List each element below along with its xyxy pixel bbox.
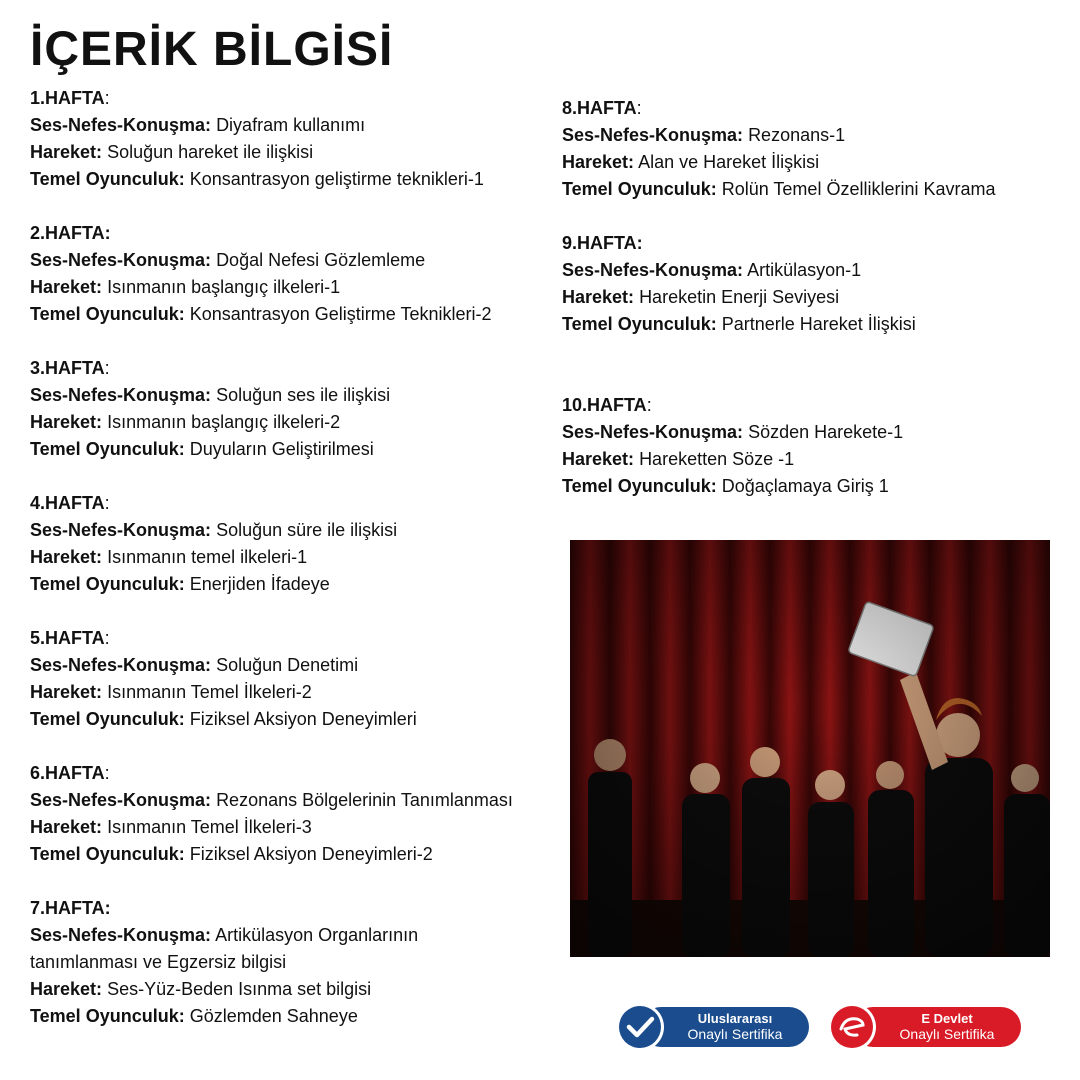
ses-value: Soluğun ses ile ilişkisi	[216, 385, 391, 405]
week-heading: 4.HAFTA	[30, 493, 105, 513]
hareket-label: Hareket:	[30, 142, 103, 162]
ses-value: Soluğun süre ile ilişkisi	[216, 520, 398, 540]
ses-label: Ses-Nefes-Konuşma:	[30, 250, 212, 270]
ses-value: Artikülasyon-1	[747, 260, 862, 280]
week-heading: 7.HAFTA:	[30, 898, 111, 918]
temel-label: Temel Oyunculuk:	[30, 709, 185, 729]
hareket-value: Isınmanın Temel İlkeleri-3	[107, 817, 312, 837]
badge-subtitle: Onaylı Sertifika	[687, 1026, 783, 1042]
e-devlet-logo-icon	[827, 1002, 877, 1052]
ses-label: Ses-Nefes-Konuşma:	[562, 422, 744, 442]
temel-label: Temel Oyunculuk:	[562, 476, 717, 496]
week-block-1: 1.HAFTA: Ses-Nefes-Konuşma: Diyafram kullanımı Hareket: Soluğun hareket ile ilişkisi Temel Oyunculuk: Konsantrasyon geliştirme teknikleri-1	[30, 88, 484, 189]
temel-value: Enerjiden İfadeye	[189, 574, 330, 594]
temel-value: Doğaçlamaya Giriş 1	[721, 476, 889, 496]
week-block-9	[562, 230, 1062, 338]
temel-value: Rolün Temel Özelliklerini Kavrama	[721, 179, 996, 199]
week-block-6: 6.HAFTA: Ses-Nefes-Konuşma: Rezonans Bölgelerinin Tanımlanması Hareket: Isınmanın Temel İlkeleri-3 Temel Oyunculuk: Fiziksel Aksiyon Deneyimleri-2	[30, 763, 513, 864]
hareket-value: Isınmanın temel ilkeleri-1	[107, 547, 308, 567]
week-block-5: 5.HAFTA: Ses-Nefes-Konuşma: Soluğun Denetimi Hareket: Isınmanın Temel İlkeleri-2 Temel Oyunculuk: Fiziksel Aksiyon Deneyimleri	[30, 628, 417, 729]
weeks-left-column	[30, 85, 570, 1057]
hareket-value: Hareketten Söze -1	[639, 449, 795, 469]
temel-value: Konsantrasyon Geliştirme Teknikleri-2	[189, 304, 492, 324]
week-heading: 10.HAFTA	[562, 395, 647, 415]
week-heading: 8.HAFTA	[562, 98, 637, 118]
week-block-8: 8.HAFTA: Ses-Nefes-Konuşma: Rezonans-1 Hareket: Alan ve Hareket İlişkisi Temel Oyunculuk: Rolün Temel Özelliklerini Kavrama	[562, 98, 996, 199]
ses-label: Ses-Nefes-Konuşma:	[30, 790, 212, 810]
weeks-right-column	[562, 95, 1062, 527]
hareket-value: Isınmanın başlangıç ilkeleri-1	[107, 277, 341, 297]
temel-label: Temel Oyunculuk:	[30, 574, 185, 594]
week-block-7	[30, 895, 570, 1030]
week-heading: 1.HAFTA	[30, 88, 105, 108]
check-icon	[615, 1002, 665, 1052]
temel-value: Duyuların Geliştirilmesi	[189, 439, 374, 459]
ses-value: Rezonans-1	[748, 125, 846, 145]
hareket-value: Soluğun hareket ile ilişkisi	[107, 142, 314, 162]
ses-label: Ses-Nefes-Konuşma:	[30, 655, 212, 675]
international-certificate-badge	[615, 1002, 807, 1050]
badge-title: E Devlet	[921, 1011, 973, 1026]
hareket-label: Hareket:	[562, 287, 635, 307]
ses-value: Artikülasyon Organlarının tanımlanması ve Egzersiz bilgisi	[30, 925, 419, 972]
ses-value: Rezonans Bölgelerinin Tanımlanması	[216, 790, 513, 810]
badge-pill	[853, 1007, 1021, 1047]
week-heading: 6.HAFTA	[30, 763, 105, 783]
theater-stage-photo	[570, 540, 1050, 957]
temel-value: Konsantrasyon geliştirme teknikleri-1	[189, 169, 484, 189]
temel-label: Temel Oyunculuk:	[30, 439, 185, 459]
week-block-2	[30, 220, 570, 328]
ses-label: Ses-Nefes-Konuşma:	[30, 385, 212, 405]
temel-value: Gözlemden Sahneye	[189, 1006, 358, 1026]
hareket-label: Hareket:	[562, 449, 635, 469]
week-heading: 5.HAFTA	[30, 628, 105, 648]
badge-pill	[641, 1007, 809, 1047]
hareket-label: Hareket:	[30, 547, 103, 567]
hareket-value: Ses-Yüz-Beden Isınma set bilgisi	[107, 979, 372, 999]
ses-value: Sözden Harekete-1	[748, 422, 904, 442]
badge-title: Uluslararası	[697, 1011, 773, 1026]
temel-label: Temel Oyunculuk:	[562, 314, 717, 334]
ses-label: Ses-Nefes-Konuşma:	[562, 260, 744, 280]
hareket-value: Isınmanın başlangıç ilkeleri-2	[107, 412, 341, 432]
hareket-label: Hareket:	[30, 682, 103, 702]
e-devlet-certificate-badge	[827, 1002, 1019, 1050]
ses-label: Ses-Nefes-Konuşma:	[562, 125, 744, 145]
week-heading: 9.HAFTA:	[562, 233, 643, 253]
hareket-label: Hareket:	[30, 277, 103, 297]
temel-label: Temel Oyunculuk:	[30, 844, 185, 864]
badge-subtitle: Onaylı Sertifika	[899, 1026, 995, 1042]
hareket-value: Isınmanın Temel İlkeleri-2	[107, 682, 312, 702]
hareket-label: Hareket:	[562, 152, 635, 172]
temel-value: Partnerle Hareket İlişkisi	[721, 314, 916, 334]
ses-label: Ses-Nefes-Konuşma:	[30, 520, 212, 540]
ses-value: Diyafram kullanımı	[216, 115, 366, 135]
temel-value: Fiziksel Aksiyon Deneyimleri-2	[189, 844, 433, 864]
ses-label: Ses-Nefes-Konuşma:	[30, 925, 212, 945]
temel-label: Temel Oyunculuk:	[562, 179, 717, 199]
week-heading: 2.HAFTA:	[30, 223, 111, 243]
hareket-label: Hareket:	[30, 412, 103, 432]
temel-value: Fiziksel Aksiyon Deneyimleri	[189, 709, 417, 729]
hareket-value: Hareketin Enerji Seviyesi	[639, 287, 840, 307]
page-title: İÇERİK BİLGİSİ	[30, 23, 394, 76]
week-block-3: 3.HAFTA: Ses-Nefes-Konuşma: Soluğun ses ile ilişkisi Hareket: Isınmanın başlangıç ilkeleri-2 Temel Oyunculuk: Duyuların Geliştirilmesi	[30, 358, 391, 459]
ses-value: Soluğun Denetimi	[216, 655, 359, 675]
week-block-4: 4.HAFTA: Ses-Nefes-Konuşma: Soluğun süre ile ilişkisi Hareket: Isınmanın temel ilkeleri-1 Temel Oyunculuk: Enerjiden İfadeye	[30, 493, 398, 594]
ses-value: Doğal Nefesi Gözlemleme	[216, 250, 426, 270]
hareket-label: Hareket:	[30, 979, 103, 999]
temel-label: Temel Oyunculuk:	[30, 304, 185, 324]
week-block-10: 10.HAFTA: Ses-Nefes-Konuşma: Sözden Harekete-1 Hareket: Hareketten Söze -1 Temel Oyunculuk: Doğaçlamaya Giriş 1	[562, 395, 904, 496]
hareket-value: Alan ve Hareket İlişkisi	[638, 152, 820, 172]
week-heading: 3.HAFTA	[30, 358, 105, 378]
temel-label: Temel Oyunculuk:	[30, 169, 185, 189]
temel-label: Temel Oyunculuk:	[30, 1006, 185, 1026]
hareket-label: Hareket:	[30, 817, 103, 837]
ses-label: Ses-Nefes-Konuşma:	[30, 115, 212, 135]
